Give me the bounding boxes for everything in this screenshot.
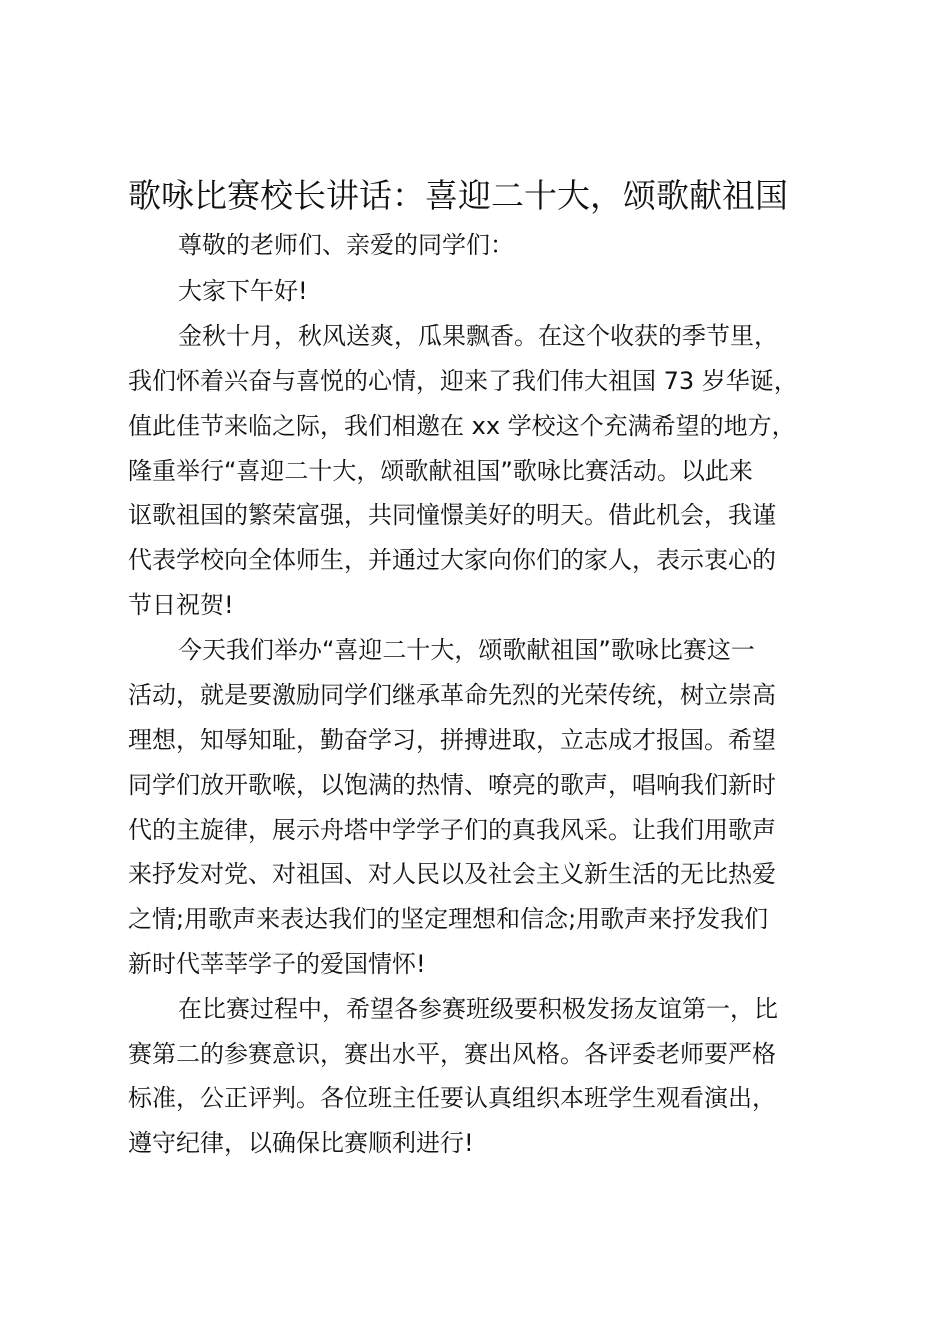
paragraph-line: 讴歌祖国的繁荣富强，共同憧憬美好的明天。借此机会，我谨 — [128, 501, 776, 529]
paragraph-line: 赛第二的参赛意识，赛出水平，赛出风格。各评委老师要严格 — [128, 1040, 776, 1068]
paragraph-line: 之情;用歌声来表达我们的坚定理想和信念;用歌声来抒发我们 — [128, 905, 769, 933]
paragraph-line: 隆重举行“喜迎二十大，颂歌献祖国”歌咏比赛活动。以此来 — [128, 457, 753, 485]
paragraph-line: 代表学校向全体师生，并通过大家向你们的家人，表示衷心的 — [128, 546, 776, 574]
paragraph-line: 节日祝贺! — [128, 591, 234, 619]
paragraph-line: 新时代莘莘学子的爱国情怀! — [128, 950, 426, 978]
paragraph-line: 同学们放开歌喉，以饱满的热情、嘹亮的歌声，唱响我们新时 — [128, 771, 776, 799]
paragraph-line: 来抒发对党、对祖国、对人民以及社会主义新生活的无比热爱 — [128, 860, 776, 888]
paragraph-line: 今天我们举办“喜迎二十大，颂歌献祖国”歌咏比赛这一 — [178, 636, 755, 664]
paragraph-line: 代的主旋律，展示舟塔中学学子们的真我风采。让我们用歌声 — [128, 816, 776, 844]
paragraph-line: 活动，就是要激励同学们继承革命先烈的光荣传统，树立崇高 — [128, 681, 776, 709]
salutation-line: 尊敬的老师们、亲爱的同学们： — [178, 231, 514, 259]
paragraph-line: 在比赛过程中，希望各参赛班级要积极发扬友谊第一，比 — [178, 995, 778, 1023]
paragraph-line: 遵守纪律，以确保比赛顺利进行! — [128, 1129, 474, 1157]
greeting-line: 大家下午好! — [178, 277, 308, 305]
paragraph-line: 标准，公正评判。各位班主任要认真组织本班学生观看演出， — [128, 1084, 776, 1112]
paragraph-line: 理想，知辱知耻，勤奋学习，拼搏进取，立志成才报国。希望 — [128, 726, 776, 754]
paragraph-line: 我们怀着兴奋与喜悦的心情，迎来了我们伟大祖国 73 岁华诞， — [128, 367, 798, 395]
document-title: 歌咏比赛校长讲话：喜迎二十大，颂歌献祖国 — [128, 176, 788, 215]
paragraph-line: 金秋十月，秋风送爽，瓜果飘香。在这个收获的季节里， — [178, 322, 778, 350]
paragraph-line: 值此佳节来临之际，我们相邀在 xx 学校这个充满希望的地方， — [128, 412, 796, 440]
